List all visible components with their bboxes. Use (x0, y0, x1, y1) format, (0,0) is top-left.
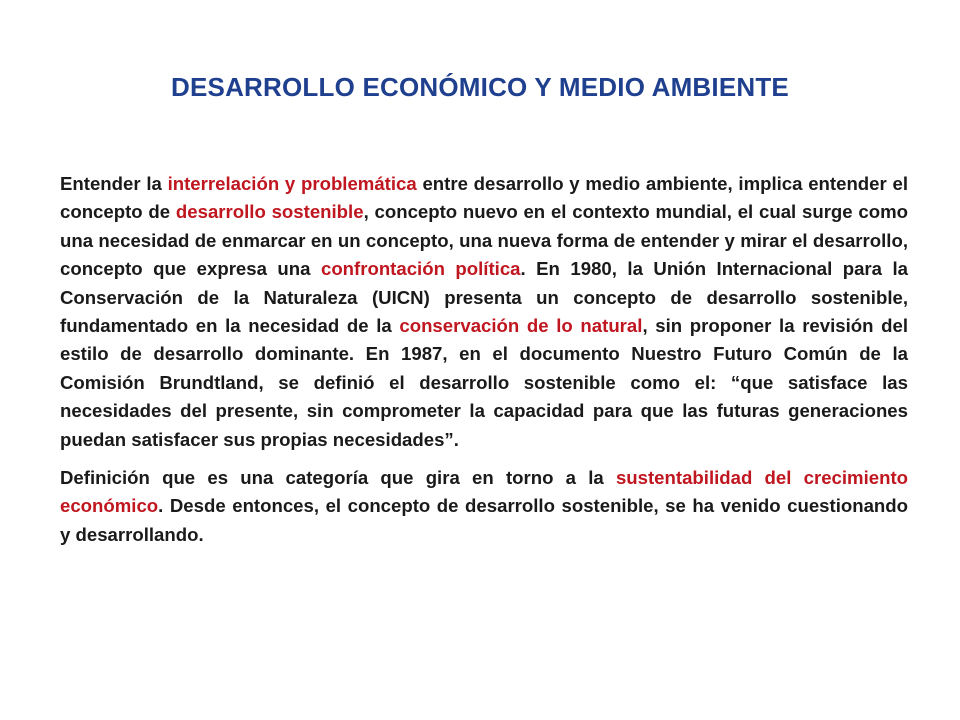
highlight-interrelacion: interrelación y problemática (167, 173, 417, 194)
slide-title: DESARROLLO ECONÓMICO Y MEDIO AMBIENTE (171, 72, 789, 102)
highlight-sustentabilidad: sustentabilidad del crecimiento económico (60, 467, 909, 517)
paragraph-2 (60, 464, 908, 549)
paragraph-1-text-3: , concepto nuevo en el contexto mundial, el cual surge como una necesidad de enmarcar en un concepto, una nueva forma de entender y mirar el desarrollo, concepto que expresa una (60, 201, 908, 280)
paragraph-1-text-4: . En 1980, la Unión Internacional para la Conservación de la Naturaleza (UICN) presenta un concepto de desarrollo sostenible, fundamentado en la necesidad de la (60, 258, 908, 337)
highlight-conservacion-natural: conservación de lo natural (399, 315, 643, 337)
highlight-confrontacion-politica: confrontación política (320, 258, 521, 280)
slide-body (60, 170, 908, 549)
highlight-desarrollo-sostenible: desarrollo sostenible (175, 201, 364, 223)
paragraph-2-text-1: Definición que es una categoría que gira en torno a la (60, 467, 616, 489)
paragraph-1 (60, 170, 908, 454)
paragraph-2-text-2: . Desde entonces, el concepto de desarrollo sostenible, se ha venido cuestionando y desarrollando. (60, 495, 908, 545)
paragraph-1-text-2: entre desarrollo y medio ambiente, implica entender el concepto de (60, 173, 908, 223)
paragraph-1-text-5: , sin proponer la revisión del estilo de desarrollo dominante. En 1987, en el documento Nuestro Futuro Común de la Comisión Brundtland, se definió el desarrollo sostenible como el: “que satisface las necesidades del presente, sin comprometer la capacidad para que las futuras generaciones puedan satisfacer sus propias necesidades”. (60, 315, 909, 450)
paragraph-1-text-1: Entender la (60, 173, 168, 194)
